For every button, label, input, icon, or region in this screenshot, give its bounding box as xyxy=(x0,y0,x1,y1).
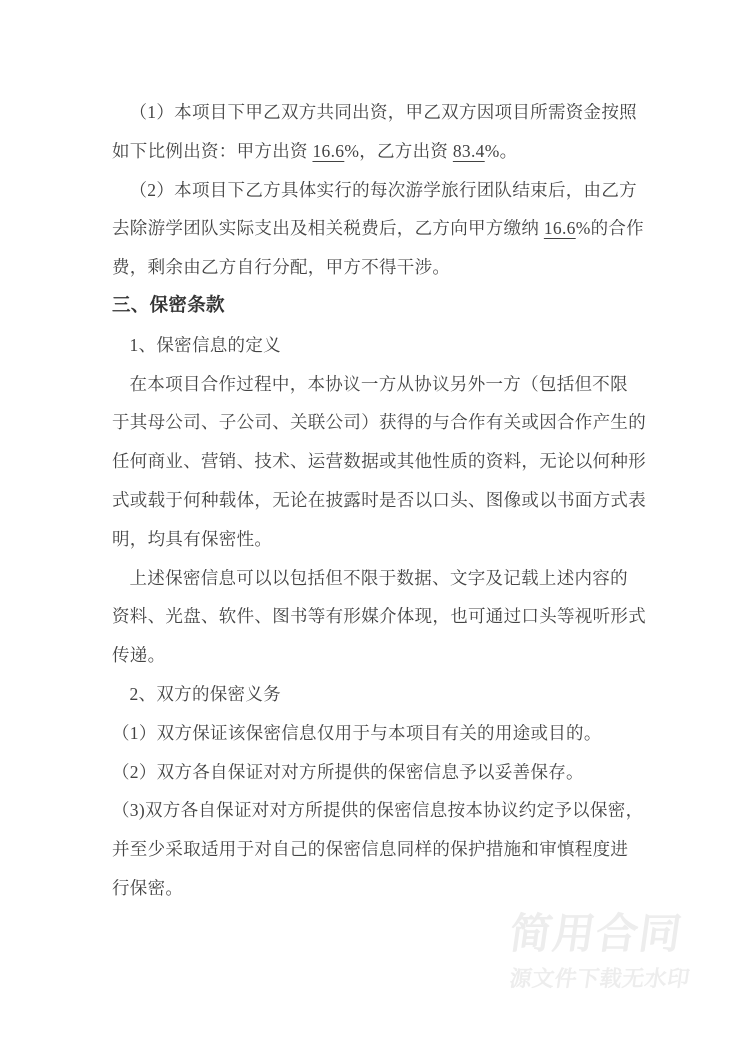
text-segment: 上述保密信息可以以包括但不限于数据、文字及记载上述内容的 xyxy=(129,567,628,588)
text-segment: 费，剩余由乙方自行分配，甲方不得干涉。 xyxy=(112,257,451,278)
contract-line xyxy=(112,442,646,481)
contract-line xyxy=(112,597,646,636)
text-segment: 1、保密信息的定义 xyxy=(129,334,281,355)
contract-line xyxy=(112,93,636,132)
text-segment: %。 xyxy=(484,140,518,161)
section-heading xyxy=(112,287,636,326)
contract-line xyxy=(112,171,636,210)
text-segment: 传递。 xyxy=(112,645,166,666)
text-segment: 在本项目合作过程中，本协议一方从协议另外一方（包括但不限 xyxy=(129,373,628,394)
contract-line xyxy=(112,869,636,908)
text-segment: 任何商业、营销、技术、运营数据或其他性质的资料，无论以何种形 xyxy=(112,451,646,472)
watermark-logo-text: 简用合同 xyxy=(506,910,686,957)
text-segment: 明，均具有保密性。 xyxy=(112,528,273,549)
filled-blank-value: 16.6 xyxy=(543,218,576,239)
text-segment: 行保密。 xyxy=(112,877,184,898)
filled-blank-value: 16.6 xyxy=(312,140,345,161)
contract-line xyxy=(112,791,644,830)
text-segment: （3)双方各自保证对对方所提供的保密信息按本协议约定予以保密， xyxy=(112,800,644,821)
text-segment: 资料、光盘、软件、图书等有形媒介体现，也可通过口头等视听形式 xyxy=(112,606,646,627)
watermark-subtitle: 源文件下载无水印 xyxy=(508,966,692,992)
contract-line xyxy=(112,326,636,365)
contract-line xyxy=(112,520,636,559)
text-segment: 并至少采取适用于对自己的保密信息同样的保护措施和审慎程度进 xyxy=(112,839,629,860)
contract-line xyxy=(112,481,646,520)
text-segment: （1）本项目下甲乙双方共同出资，甲乙双方因项目所需资金按照 xyxy=(129,102,637,122)
text-segment: 如下比例出资：甲方出资 xyxy=(112,140,313,161)
contract-line xyxy=(112,248,636,287)
contract-line xyxy=(112,675,636,714)
text-segment: %，乙方出资 xyxy=(344,140,453,161)
text-segment: 去除游学团队实际支出及相关税费后，乙方向甲方缴纳 xyxy=(112,218,544,239)
contract-line xyxy=(112,830,636,869)
text-segment: 三、保密条款 xyxy=(112,295,225,316)
contract-line xyxy=(112,714,636,753)
text-segment: （2）本项目下乙方具体实行的每次游学旅行团队结束后，由乙方 xyxy=(129,179,637,200)
contract-line xyxy=(112,403,646,442)
contract-line xyxy=(112,636,636,675)
watermark xyxy=(506,910,692,993)
contract-line xyxy=(112,132,636,171)
text-segment: 2、双方的保密义务 xyxy=(129,683,281,704)
contract-line xyxy=(112,209,644,248)
text-segment: （1）双方保证该保密信息仅用于与本项目有关的用途或目的。 xyxy=(112,722,602,743)
text-segment: 式或载于何种载体，无论在披露时是否以口头、图像或以书面方式表 xyxy=(112,489,646,510)
text-segment: %的合作 xyxy=(575,218,644,239)
text-segment: （2）双方各自保证对对方所提供的保密信息予以妥善保存。 xyxy=(112,761,584,782)
contract-line xyxy=(112,753,636,792)
contract-line xyxy=(112,365,636,404)
contract-line xyxy=(112,559,636,598)
document-body xyxy=(112,93,646,908)
filled-blank-value: 83.4 xyxy=(452,140,485,161)
text-segment: 于其母公司、子公司、关联公司）获得的与合作有关或因合作产生的 xyxy=(112,412,646,433)
